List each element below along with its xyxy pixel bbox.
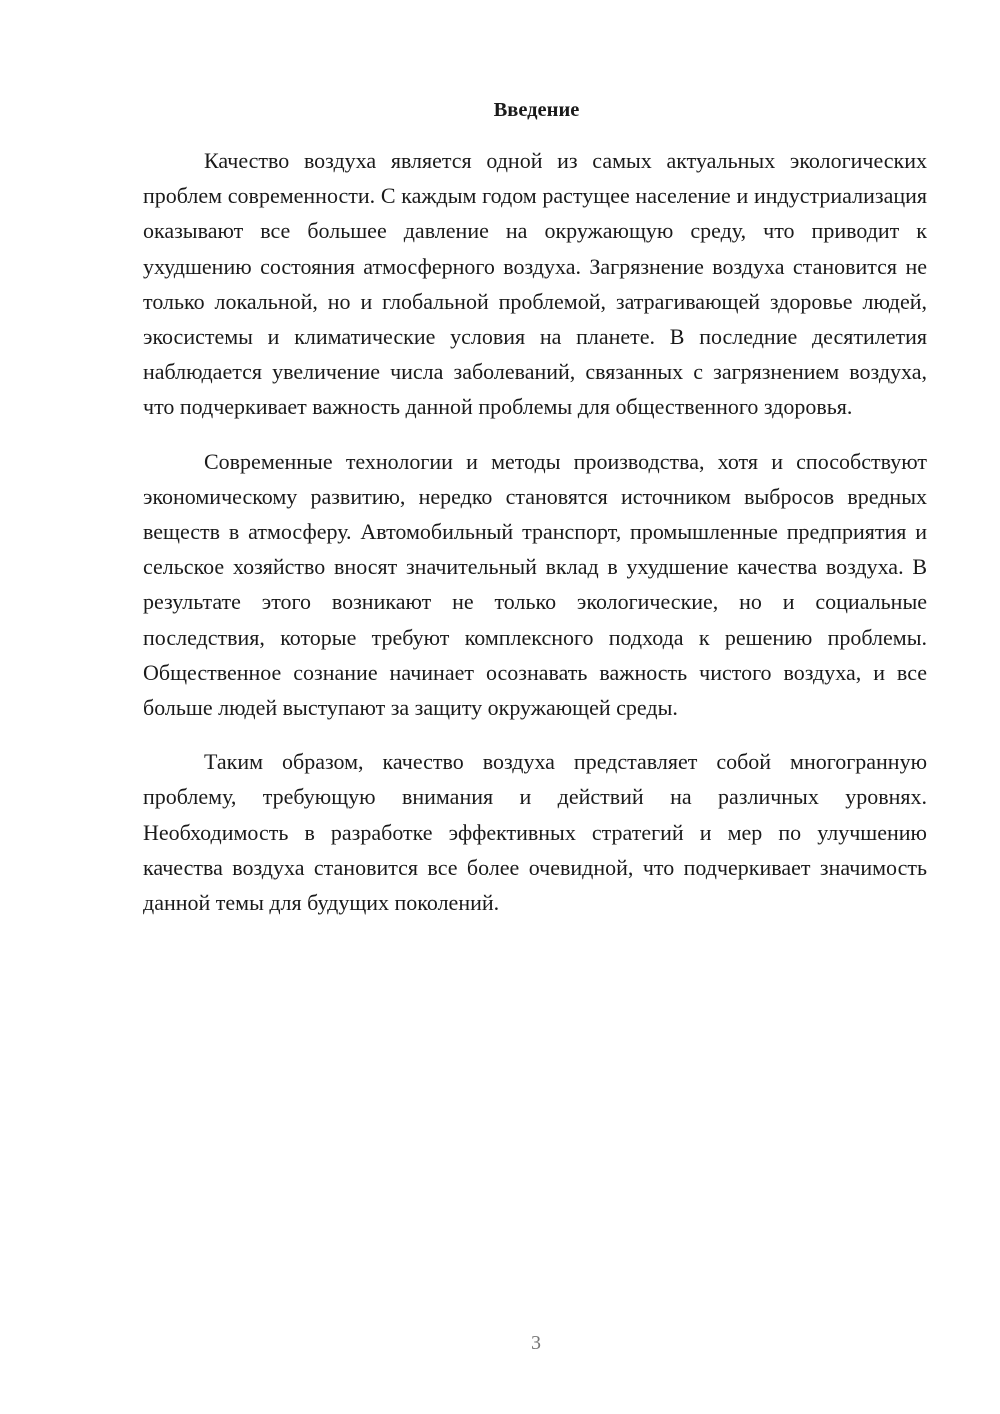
paragraph-1: Качество воздуха является одной из самых актуальных экологических проблем современности. С каждым годом растущее население и индустриализация оказывают все большее давление на окружающую среду, что приводит к ухудшению состояния атмосферного воздуха. Загрязнение воздуха становится не только локальной, но и глобальной проблемой, затрагивающей здоровье людей, экосистемы и климатические условия на планете. В последние десятилетия наблюдается увеличение числа заболеваний, связанных с загрязнением воздуха, что подчеркивает важность данной проблемы для общественного здоровья.	[143, 148, 927, 420]
page-number: 3	[531, 1332, 541, 1354]
section-heading: Введение	[493, 99, 580, 121]
paragraph-3: Таким образом, качество воздуха представляет собой многогранную проблему, требующую внимания и действий на различных уровнях. Необходимость в разработке эффективных стратегий и мер по улучшению качества воздуха становится все более очевидной, что подчеркивает значимость данной темы для будущих поколений.	[143, 749, 927, 916]
page-content	[143, 95, 927, 939]
paragraph-2: Современные технологии и методы производства, хотя и способствуют экономическому развитию, нередко становятся источником выбросов вредных веществ в атмосферу. Автомобильный транспорт, промышленные предприятия и сельское хозяйство вносят значительный вклад в ухудшение качества воздуха. В результате этого возникают не только экологические, но и социальные последствия, которые требуют комплексного подхода к решению проблемы. Общественное сознание начинает осознавать важность чистого воздуха, и все больше людей выступают за защиту окружающей среды.	[143, 448, 927, 721]
